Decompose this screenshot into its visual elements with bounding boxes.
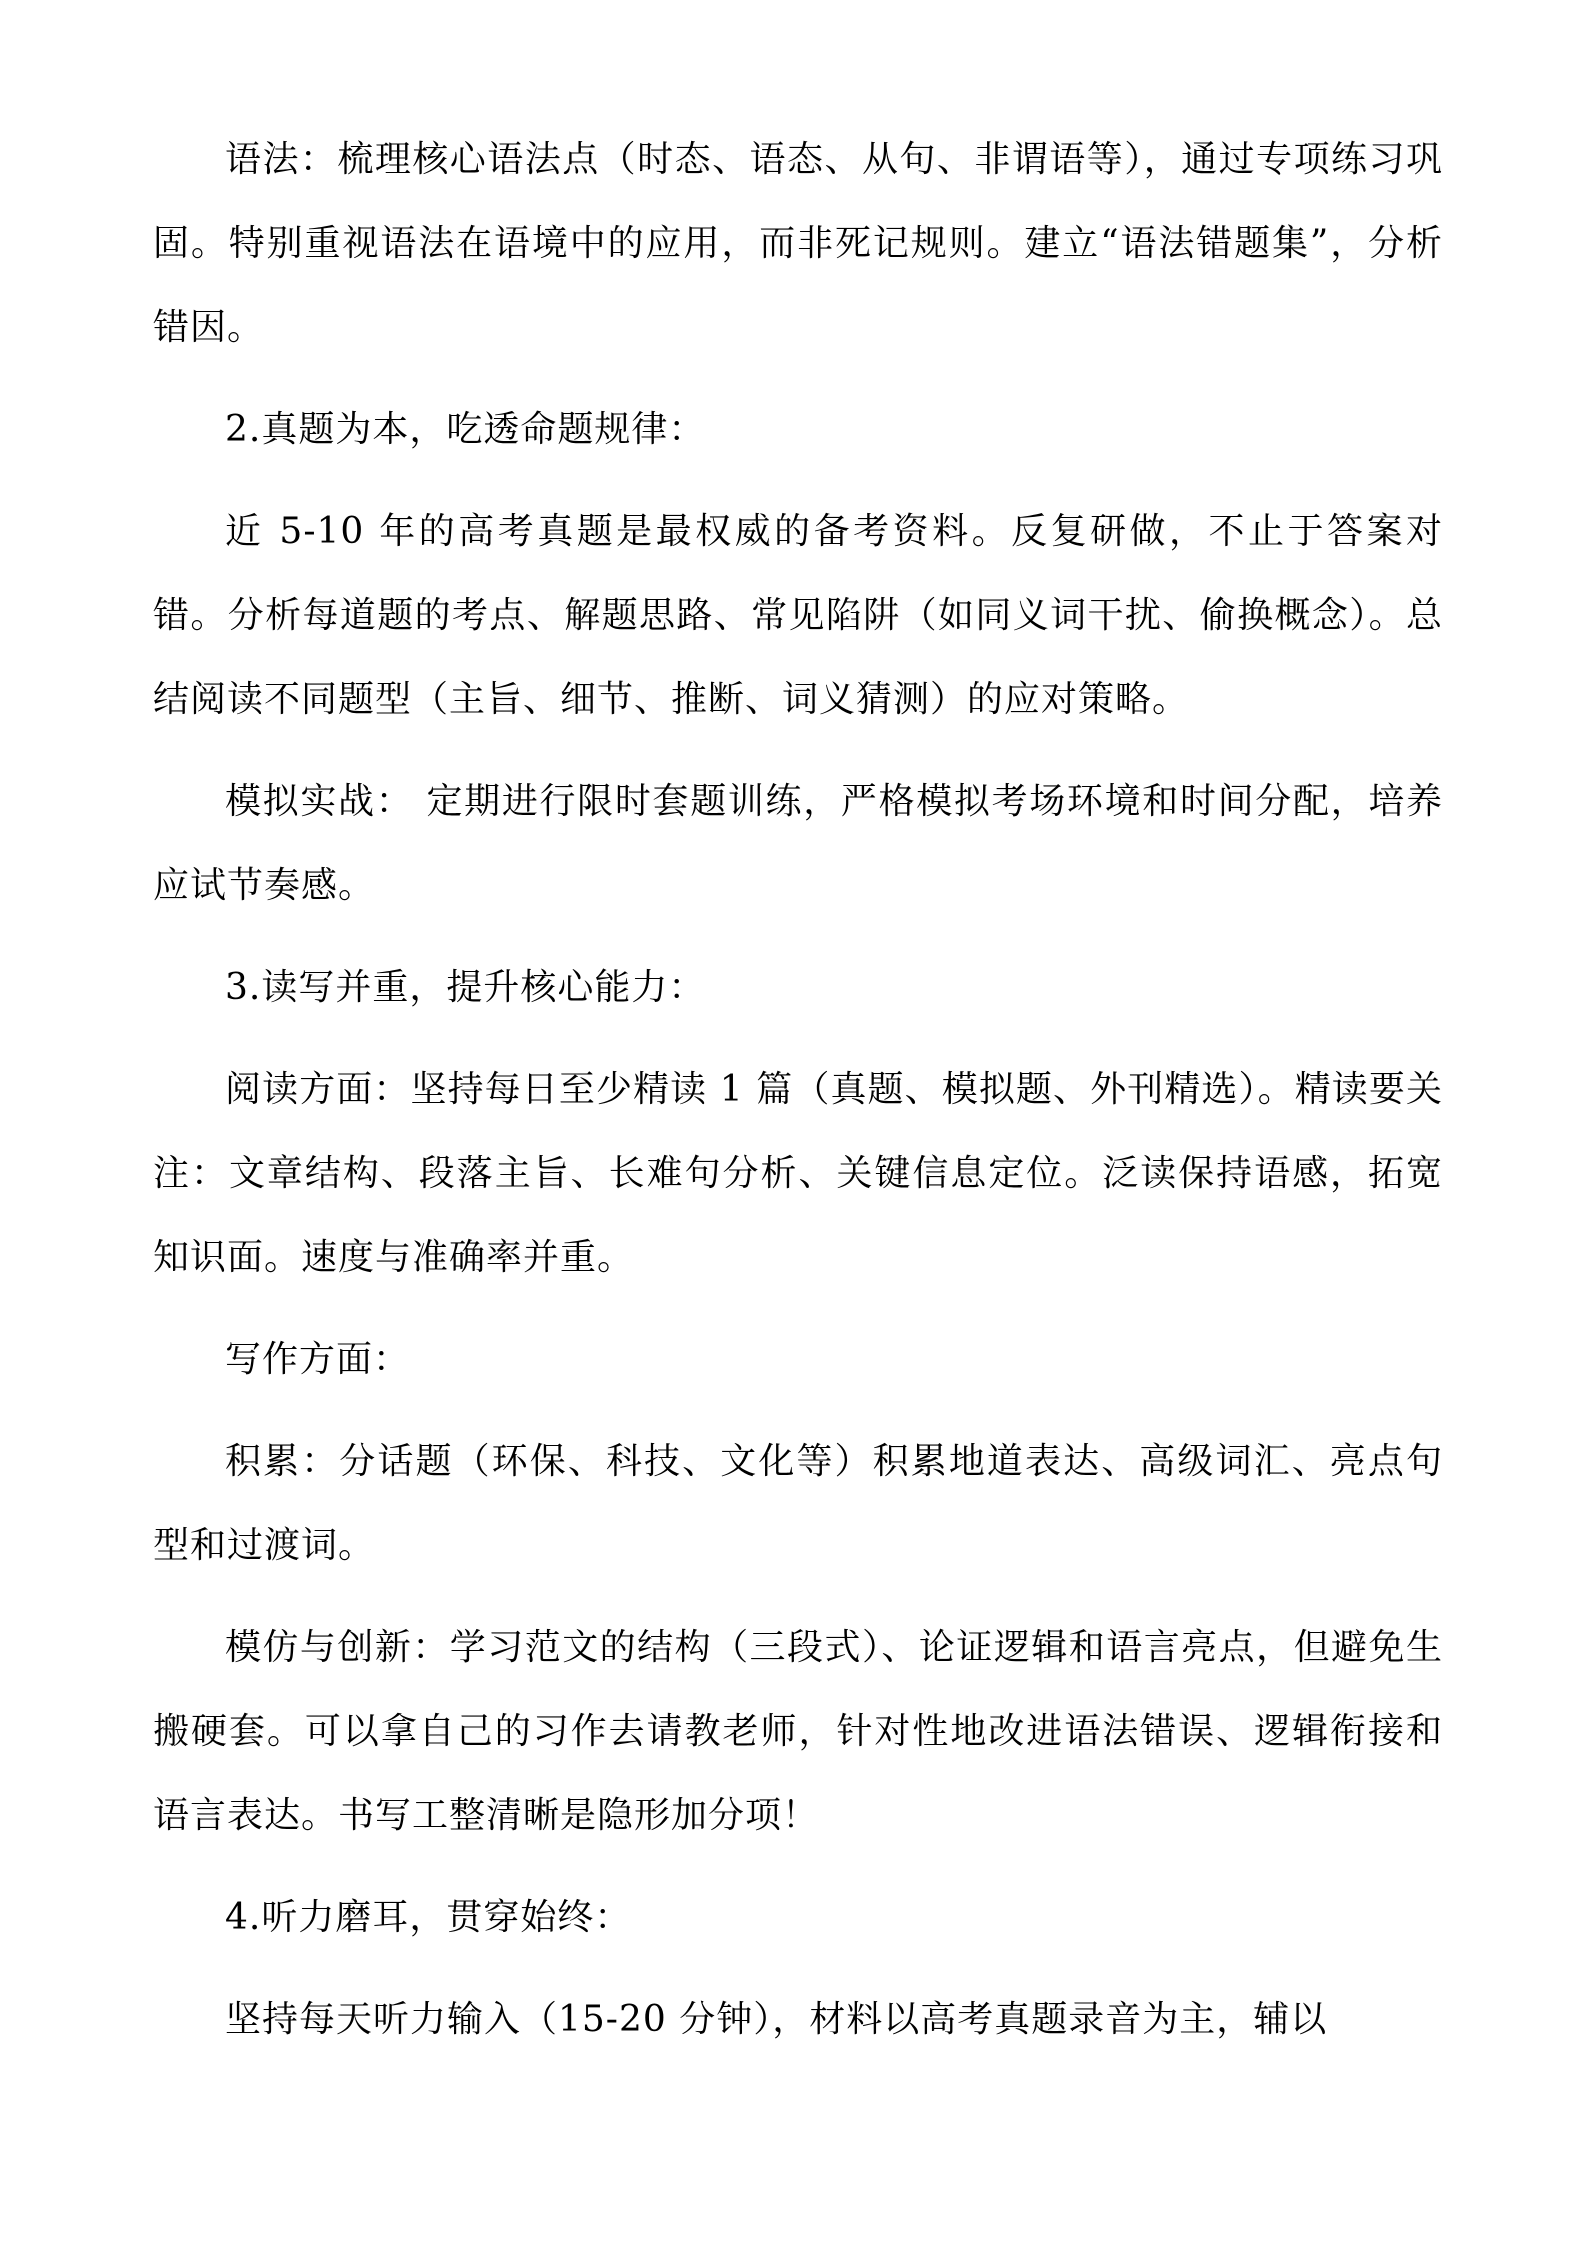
document-page: [153, 118, 1443, 2080]
accumulation-paragraph: 积累：分话题（环保、科技、文化等）积累地道表达、高级词汇、亮点句型和过渡词。: [153, 1441, 1443, 1566]
grammar-paragraph: 语法：梳理核心语法点（时态、语态、从句、非谓语等），通过专项练习巩固。特别重视语法在语境中的应用，而非死记规则。建立“语法错题集”，分析错因。: [153, 139, 1443, 348]
section-heading-listening: 4.听力磨耳，贯穿始终：: [225, 1897, 632, 1938]
imitation-paragraph: 模仿与创新：学习范文的结构（三段式）、论证逻辑和语言亮点，但避免生搬硬套。可以拿自己的习作去请教老师，针对性地改进语法错误、逻辑衔接和语言表达。书写工整清晰是隐形加分项！: [153, 1627, 1443, 1836]
reading-paragraph: 阅读方面：坚持每日至少精读 1 篇（真题、模拟题、外刊精选）。精读要关注：文章结构、段落主旨、长难句分析、关键信息定位。泛读保持语感，拓宽知识面。速度与准确率并重。: [153, 1069, 1443, 1278]
exam-papers-paragraph: 近 5-10 年的高考真题是最权威的备考资料。反复研做，不止于答案对错。分析每道题的考点、解题思路、常见陷阱（如同义词干扰、偷换概念）。总结阅读不同题型（主旨、细节、推断、词义猜测）的应对策略。: [153, 511, 1443, 720]
section-heading-reading-writing: 3.读写并重，提升核心能力：: [225, 967, 706, 1008]
writing-heading-paragraph: 写作方面：: [225, 1339, 411, 1380]
listening-paragraph: 坚持每天听力输入（15-20 分钟），材料以高考真题录音为主，辅以: [225, 1999, 1328, 2040]
section-heading-exam-papers: 2.真题为本，吃透命题规律：: [225, 409, 706, 450]
mock-practice-paragraph: 模拟实战： 定期进行限时套题训练，严格模拟考场环境和时间分配，培养应试节奏感。: [153, 781, 1443, 906]
